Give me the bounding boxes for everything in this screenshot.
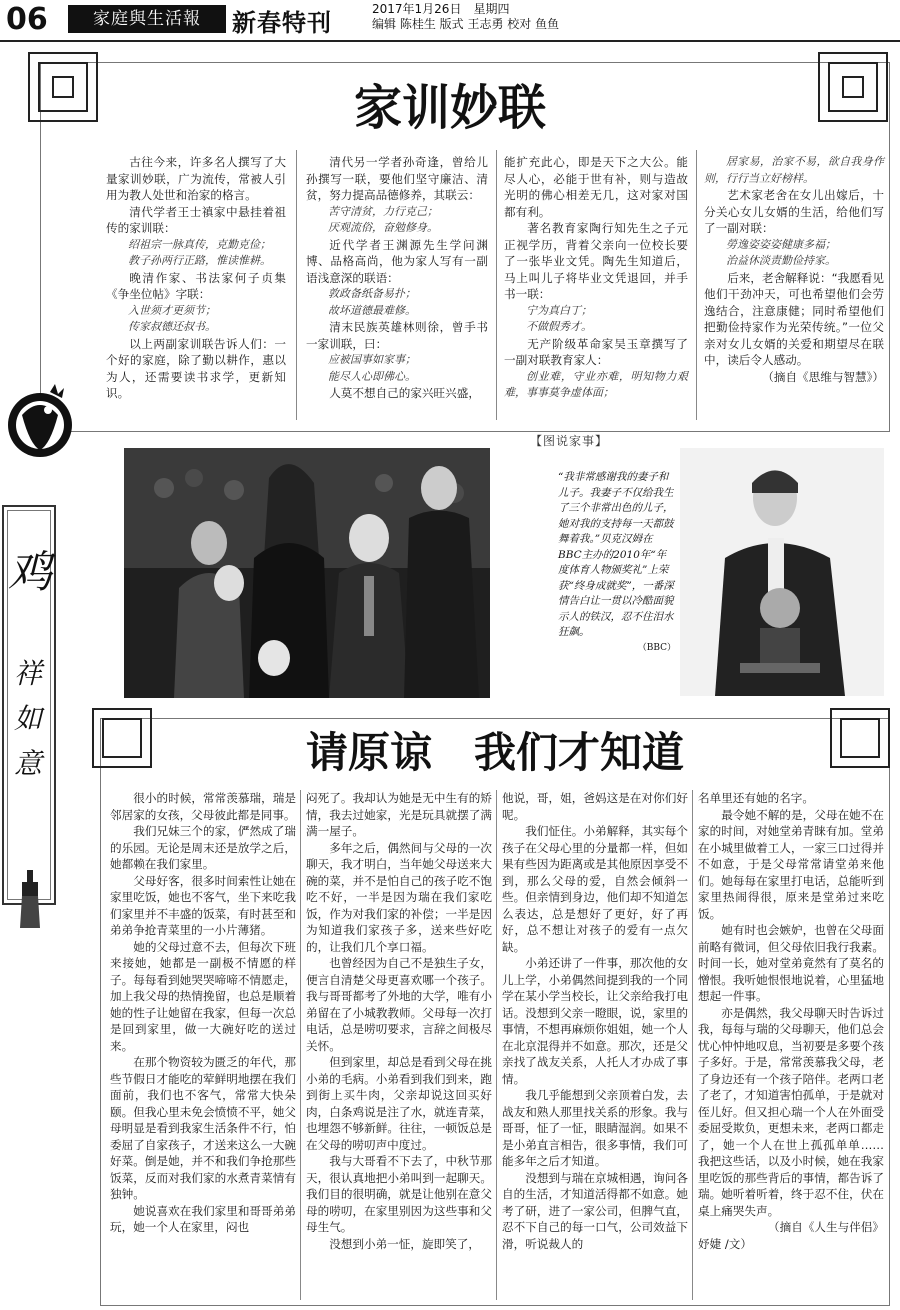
a1c2-p3: 清末民族英雄林则徐，曾手书一家训联，曰：	[306, 320, 488, 351]
column-rule	[696, 150, 697, 420]
a1c4-verse3: 治益休淡责勤俭持家。	[726, 254, 836, 267]
a2c2-p6: 没想到小弟一怔，旋即笑了，	[329, 1236, 480, 1251]
article2-col4	[698, 790, 896, 1302]
corner-ornament-tr	[818, 52, 888, 122]
column-rule	[296, 150, 297, 420]
a2c3-p5: 没想到与瑞在京城相遇，询问各自的生活，才知道活得都不如意。她考了研，进了一家公司，但脾气直，忍不下自己的每一口气，公司效益下滑，听说裁人的	[502, 1170, 688, 1251]
family-photo-image	[124, 448, 490, 698]
a1c1-verse4: 传家叔德还叔书。	[128, 320, 216, 333]
article2-author: 妤婕 /文）	[698, 1236, 752, 1251]
scroll-glyph-2: 如	[14, 702, 43, 735]
corner-ornament-tl	[28, 52, 98, 122]
scroll-banner	[2, 505, 56, 905]
a2c1-p4: 她的父母过意不去，但每次下班来接她，她都是一副极不情愿的样子。每每看到她哭哭啼啼不情愿走，加上我父母的热情挽留，也总是顺着她的性子让她留在我家，但每一次总是回到家里，做一大碗好吃的送过来。	[110, 939, 296, 1053]
photo-caption	[558, 470, 676, 680]
a1c1-p2: 清代学者王士禛家中悬挂着祖传的家训联：	[106, 204, 286, 235]
article2-col2	[306, 790, 492, 1302]
article1-col2	[306, 154, 488, 414]
article1-col1	[106, 154, 286, 414]
section-title: 新春特刊	[232, 9, 332, 37]
a1c3-p3: 无产阶级革命家吴玉章撰写了一副对联教育家人：	[504, 336, 688, 367]
a1c2-verse2: 厌观流俗，奋勉修身。	[328, 221, 438, 234]
article2-title: 请原谅 我们才知道	[305, 728, 684, 777]
a2c1-p5: 在那个物资较为匮乏的年代，那些节假日才能吃的荤鲜明地摆在我们面前，我们也不客气，常常大快朵颐。但我心里未免会愤愤不平，她父母明显是看到我家生活条件不行，怕委屈了自家孩子，才送来这么一大碗好菜。倒是她，并不和我们争抢那些饭菜，反而对我们家的水煮青菜情有独钟。	[110, 1055, 296, 1201]
a2c1-p3: 父母好客，很多时间索性让她在家里吃饭，她也不客气，坐下来吃我们家里并不丰盛的饭菜，有时甚至和弟弟争抢青菜里的一小片薄猪。	[110, 873, 296, 937]
photo-credit: （BBC）	[637, 642, 676, 653]
a1c2-verse5: 应被国事如家事；	[328, 353, 416, 366]
article2-col1	[110, 790, 296, 1302]
beckham-photo	[680, 448, 884, 696]
a1c1-p4: 以上两副家训联告诉人们：一个好的家庭，除了勤以耕作，惠以为人，还需要读书求学，更新知识。	[106, 336, 286, 400]
a1c2-verse1: 苦守清贫，力行克己；	[328, 204, 438, 218]
page-number: 06	[6, 2, 48, 37]
column-rule	[300, 790, 301, 1300]
date-line: 2017年1月26日 星期四	[372, 2, 510, 16]
column-rule	[692, 790, 693, 1300]
a1c1-verse1: 绍祖宗一脉真传，克勤克俭；	[128, 237, 271, 251]
family-photo	[124, 448, 490, 698]
a1c4-verse2: 勞逸姿姿姿健康多福；	[726, 237, 836, 251]
article2-col3	[502, 790, 688, 1302]
a2c2-p4: 但到家里，却总是看到父母在挑小弟的毛病。小弟看到我们到来，跑到街上买牛肉，父亲却说这回买好肉，白条鸡说是注了水，就连青菜，也埋怨不够新鲜。往往，一顿饭总是在父母的唠叨声中度过。	[306, 1055, 492, 1152]
a1c3-verse3: 创业难，守业亦难，明知物力艰难，事事莫争虚体面；	[504, 369, 688, 399]
a2c2-p1: 闷死了。我却认为她是无中生有的矫情，我去过她家，光是玩具就摆了满满一屋子。	[306, 791, 492, 838]
a1c3-p2: 著名教育家陶行知先生之子元正视学历，背着父亲向一位校长要了一张毕业文凭。陶先生知道后，马上叫儿子将毕业文凭退回，并手书一联：	[504, 221, 688, 301]
column-rule	[496, 790, 497, 1300]
a1c1-verse3: 入世须才更须节；	[128, 303, 216, 317]
corner-ornament-bl	[92, 708, 152, 768]
a2c3-p2: 我们怔住。小弟解释，其实每个孩子在父母心里的分量都一样，但如果有些因为距离或是其他原因享受不到，那么父母的爱，自然会倾斜一些。但亲情到身边，他们却不知道怎么表达，总是想好了更好，好了再好，总不想让对孩子的爱有一点欠缺。	[502, 824, 688, 954]
a1c4-p1: 艺术家老舍在女儿出嫁后，十分关心女儿女婿的生活，给他们写了一副对联：	[704, 188, 884, 235]
a2c4-p4: 亦是偶然，我父母聊天时告诉过我，每每与瑞的父母聊天，他们总会忧心忡忡地叹息，当初要是多要个孩子多好。于是，常常羡慕我父母，老了身边还有一个孩子陪伴。老两口老了老了，才知道害怕孤单，于是就对侄儿好。但又担心瑞一个人在外面受委屈受欺负，更想未来，老两口都走了，她一个人在世上孤孤单单…… 我把这些话，以及小时候，她在我家里吃饭的那些背后的事情，都告诉了瑞。她听着听着，终于忍不住，伏在桌上痛哭失声。	[698, 1005, 896, 1218]
article1-title: 家训妙联	[353, 80, 546, 136]
photo-section-tag: 【图说家事】	[530, 434, 609, 448]
page-header	[0, 0, 900, 42]
a1c3-verse2: 不做假秀才。	[526, 320, 592, 333]
paper-name: 家庭與生活報	[68, 5, 226, 33]
photo-caption-text: “我非常感谢我的妻子和儿子。我妻子不仅给我生了三个非常出色的儿子，她对我的支持每一天都鼓舞着我。”贝克汉姆在BBC主办的2010年“年度体育人物颁奖礼”上荣获“终身成就奖”，一番深情告白让一贯以冷酷面貌示人的铁汉，忍不住泪水狂飙。	[558, 471, 674, 638]
a1c3-verse1: 宁为真白丁；	[526, 303, 592, 317]
a1c4-verse1: 居家易，治家不易，欲自我身作则，行行当立好榜样。	[704, 155, 884, 185]
a1c2-verse4: 故坏道德最难修。	[328, 303, 416, 317]
staff-line: 编辑 陈桂生 版式 王志勇 校对 鱼鱼	[372, 17, 560, 31]
a1c4-p2: 后来，老舍解释说：“我愿看见他们干劲冲天，可也希望他们会劳逸结合，注意康健；同时希望他们把勤俭持家作为光荣传统。”一位父亲对女儿女婿的关爱和期望尽在联中，读后令人感动。	[704, 270, 884, 367]
a1c1-p1: 古往今来，许多名人撰写了大量家训妙联，广为流传，常被人引用为教人处世和治家的格言。	[106, 155, 286, 202]
a1c2-verse3: 敦政备纸备易扑；	[328, 287, 416, 300]
scroll-glyph-main: 鸡	[8, 547, 52, 598]
a2c2-p2: 多年之后，偶然间与父母的一次聊天，我才明白，当年她父母送来大碗的菜，并不是怕自己的孩子吃不饱吃不好，一半是因为瑞在我们家吃饭，作为对我们家的补偿；一半是因为知道我们家孩子多，送来些好吃的，让我们几个享口福。	[306, 840, 492, 954]
a2c1-p1: 很小的时候，常常羡慕瑞，瑞是邻居家的女孩，父母彼此都是同事。	[110, 791, 296, 822]
tassel-icon	[10, 870, 50, 930]
corner-ornament-br	[830, 708, 890, 768]
article2-source: （摘自《人生与伴侣》	[768, 1220, 884, 1234]
a2c4-p3: 她有时也会嫉妒，也曾在父母面前略有微词，但父母依旧我行我素。时间一长，她对堂弟竟然有了莫名的憎恨。我听她恨恨地说着，心里猛地想起一件事。	[698, 923, 884, 1003]
header-meta	[372, 2, 559, 32]
a2c4-p2: 最令她不解的是，父母在她不在家的时间，对她堂弟青睐有加。堂弟在小城里做着工人，一家三口过得并不如意，于是父母常常请堂弟来他们。她每每在家里打电话，总能听到家里热闹得很，原来是堂弟过来吃饭。	[698, 807, 884, 921]
beckham-photo-image	[680, 448, 884, 696]
scroll-glyph-3: 意	[14, 747, 43, 780]
a2c2-p5: 我与大哥看不下去了，中秋节那天，很认真地把小弟叫到一起聊天。我们目的很明确，就是让他别在意父母的唠叨，在家里别因为这些事和父母生气。	[306, 1154, 492, 1234]
a1c3-p1: 能扩充此心，即是天下之大公。能尽人心，必能于世有补，则与造故光明的佛心相差无几，这对家对国都有利。	[504, 155, 688, 219]
a1c2-verse6: 能尽人心即佛心。	[328, 369, 416, 383]
rooster-papercut-icon	[0, 370, 80, 490]
left-decoration	[0, 370, 80, 930]
a2c4-p1: 名单里还有她的名字。	[698, 791, 814, 805]
a2c3-p4: 我几乎能想到父亲顶着白发，去战友和熟人那里找关系的形象。我与哥哥，怔了一怔，眼睛湿润。如果不是小弟直言相告，很多事情，我们可能多年之后才知道。	[502, 1088, 688, 1168]
article1-col4	[704, 154, 884, 414]
a1c2-p4: 人莫不想自己的家兴旺兴盛，	[329, 386, 480, 400]
article1-source: （摘自《思维与智慧》）	[762, 369, 884, 384]
article1-col3	[504, 154, 688, 414]
a2c3-p3: 小弟还讲了一件事，那次他的女儿上学，小弟偶然间提到我的一个同学在某小学当校长，让父亲给我打电话。没想到父亲一瞪眼，说，家里的事情，不想再麻烦你姐姐，她一个人在北京混得并不如意。那次，还是父亲找了战友关系，人托人才办成了事情。	[502, 956, 688, 1086]
a2c1-p6: 她说喜欢在我们家里和哥哥弟弟玩，她一个人在家里，闷也	[110, 1203, 296, 1234]
column-rule	[496, 150, 497, 420]
a2c2-p3: 也曾经因为自己不是独生子女，便言自清楚父母更喜欢哪一个孩子。我与哥哥都考了外地的大学，唯有小弟留在了小城教教师。父母每一次打电话，总是唠叨要求，言辞之间极尽关怀。	[306, 956, 492, 1053]
a2c1-p2: 我们兄妹三个的家，俨然成了瑞的乐园。无论是周末还是放学之后，她都赖在我们家里。	[110, 824, 296, 871]
a1c2-p2: 近代学者王渊源先生学问渊博、品格高尚，他为家人写有一副语浅意深的联语：	[306, 237, 488, 285]
a1c1-verse2: 教子孙两行正路，惟读惟耕。	[128, 254, 271, 267]
a1c2-p1: 清代另一学者孙奇逢，曾给儿孙撰写一联，要他们坚守廉洁、清贫，努力提高品德修养，其联云：	[306, 155, 488, 202]
a1c1-p3: 晚清作家、书法家何子贞集《争坐位帖》字联：	[106, 270, 286, 301]
a2c3-p1: 他说，哥，姐，爸妈这是在对你们好呢。	[502, 791, 688, 822]
scroll-glyph-1: 祥	[14, 657, 43, 690]
